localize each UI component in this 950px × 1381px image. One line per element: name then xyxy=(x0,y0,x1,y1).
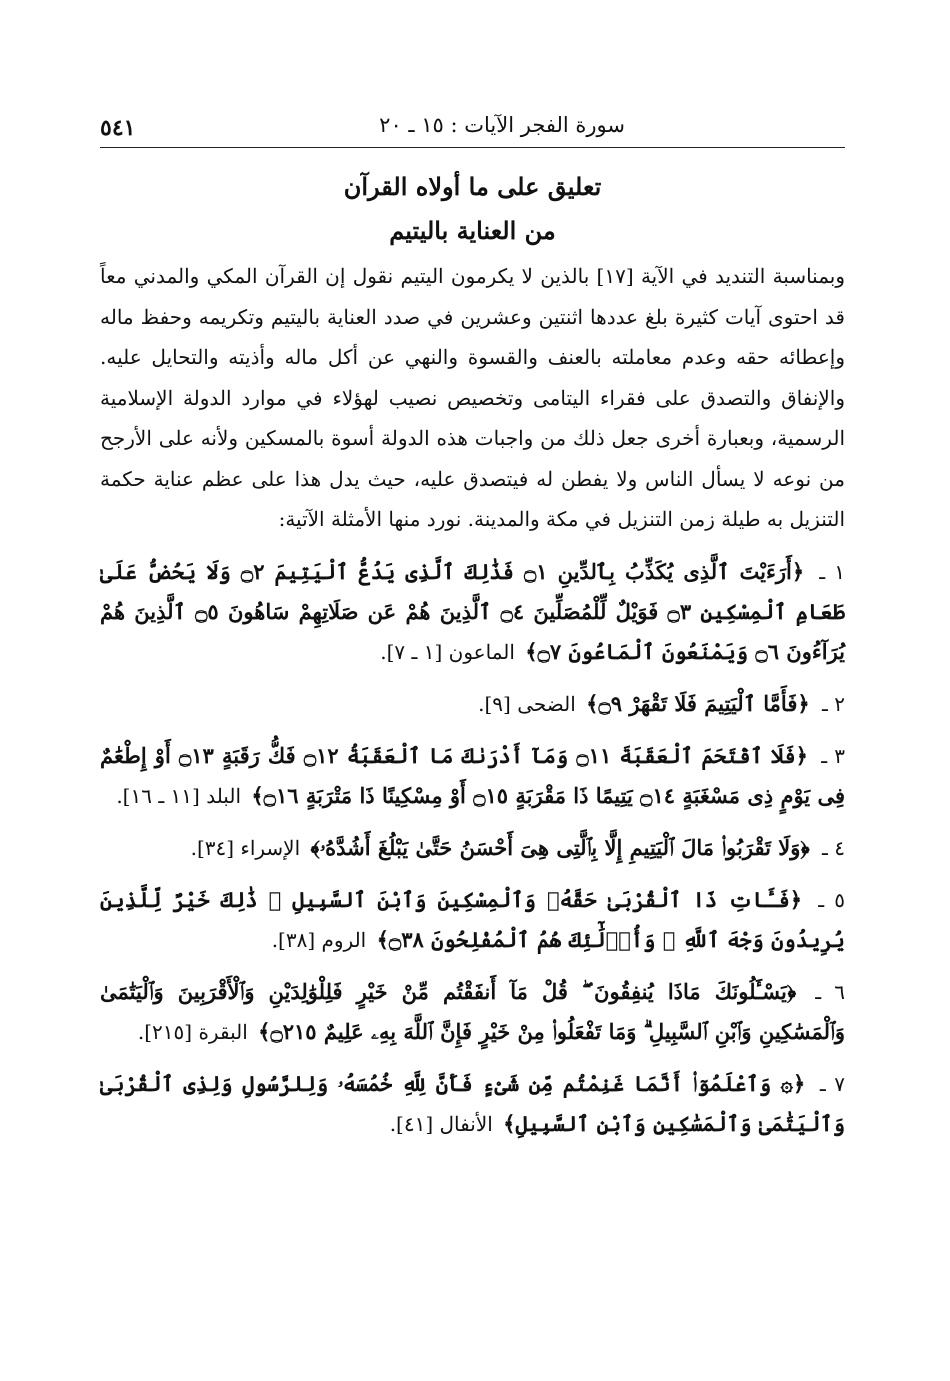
example-item xyxy=(100,828,845,868)
section-subtitle: من العناية باليتيم xyxy=(389,216,556,245)
page-number: ٥٤١ xyxy=(100,115,136,141)
example-item xyxy=(100,1064,845,1144)
example-item xyxy=(100,552,845,672)
verse-reference: البلد [١١ ـ ١٦]. xyxy=(116,783,241,808)
example-number: ٧ ـ xyxy=(819,1071,846,1096)
example-item xyxy=(100,684,845,724)
verse-reference: الضحى [٩]. xyxy=(478,691,576,716)
example-number: ٥ ـ xyxy=(818,887,845,912)
quran-verse: ﴿فَأَمَّا ٱلْيَتِيمَ فَلَا تَقْهَرْ ۝٩﴾ xyxy=(586,690,810,716)
verse-reference: الإسراء [٣٤]. xyxy=(190,835,301,860)
verse-reference: البقرة [٢١٥]. xyxy=(137,1019,248,1044)
book-page xyxy=(100,105,845,1156)
quran-verse: ﴿فَـَٔاتِ ذَا ٱلْقُرْبَىٰ حَقَّهُۥ وَٱلْمِسْكِينَ وَٱبْنَ ٱلسَّبِيلِ ۚ ذَٰلِكَ خَيْرٌ لِّلَّذِينَ يُرِيدُونَ وَجْهَ ٱللَّهِ ۖ وَأُو۟لَٰٓئِكَ هُمُ ٱلْمُفْلِحُونَ ۝٣٨﴾ xyxy=(100,886,845,952)
verse-reference: الماعون [١ ـ ٧]. xyxy=(380,639,515,664)
example-number: ٤ ـ xyxy=(822,835,845,860)
verse-reference: الروم [٣٨]. xyxy=(271,927,367,952)
running-title: سورة الفجر الآيات : ١٥ ـ ٢٠ xyxy=(379,113,625,137)
example-item xyxy=(100,736,845,816)
verse-reference: الأنفال [٤١]. xyxy=(389,1111,493,1136)
quran-verse: ﴿فَلَا ٱقْتَحَمَ ٱلْعَقَبَةَ ۝١١ وَمَآ أَدْرَىٰكَ مَا ٱلْعَقَبَةُ ۝١٢ فَكُّ رَقَبَةٍ ۝١٣ أَوْ إِطْعَٰمٌ فِى يَوْمٍ ذِى مَسْغَبَةٍ ۝١٤ يَتِيمًا ذَا مَقْرَبَةٍ ۝١٥ أَوْ مِسْكِينًا ذَا مَتْرَبَةٍ ۝١٦﴾ xyxy=(100,742,845,808)
quran-verse: ﴿أَرَءَيْتَ ٱلَّذِى يُكَذِّبُ بِٱلدِّينِ ۝١ فَذَٰلِكَ ٱلَّذِى يَدُعُّ ٱلْيَتِيمَ ۝٢ وَلَا يَحُضُّ عَلَىٰ طَعَامِ ٱلْمِسْكِينِ ۝٣ فَوَيْلٌ لِّلْمُصَلِّينَ ۝٤ ٱلَّذِينَ هُمْ عَن صَلَاتِهِمْ سَاهُونَ ۝٥ ٱلَّذِينَ هُمْ يُرَآءُونَ ۝٦ وَيَمْنَعُونَ ٱلْمَاعُونَ ۝٧﴾ xyxy=(100,558,845,664)
intro-paragraph: وبمناسبة التنديد في الآية [١٧] بالذين لا يكرمون اليتيم نقول إن القرآن المكي والمدني معاً قد احتوى آيات كثيرة بلغ عددها اثنتين وعشرين في صدد العناية باليتيم وتكريمه وحفظ ماله وإعطائه حقه وعدم معاملته بالعنف والقسوة والنهي عن أكل ماله وأذيته والتحايل عليه. والإنفاق والتصدق على فقراء اليتامى وتخصيص نصيب لهؤلاء في موارد الدولة الإسلامية الرسمية، وبعبارة أخرى جعل ذلك من واجبات هذه الدولة أسوة بالمسكين ولأنه على الأرجح من نوعه لا يسأل الناس ولا يفطن له فيتصدق عليه، حيث يدل هذا على عظم عناية حكمة التنزيل به طيلة زمن التنزيل في مكة والمدينة. نورد منها الأمثلة الآتية: xyxy=(100,264,845,531)
section-title: تعليق على ما أولاه القرآن xyxy=(343,172,602,201)
quran-verse: ﴿۞ وَٱعْلَمُوٓا۟ أَنَّمَا غَنِمْتُم مِّن شَىْءٍ فَأَنَّ لِلَّهِ خُمُسَهُۥ وَلِلرَّسُولِ وَلِذِى ٱلْقُرْبَىٰ وَٱلْيَتَٰمَىٰ وَٱلْمَسَٰكِينِ وَٱبْنِ ٱلسَّبِيلِ﴾ xyxy=(100,1070,845,1136)
example-number: ٢ ـ xyxy=(822,691,845,716)
running-header xyxy=(100,105,845,148)
example-number: ١ ـ xyxy=(819,559,846,584)
example-number: ٦ ـ xyxy=(815,979,846,1004)
example-item xyxy=(100,880,845,960)
quran-verse: ﴿وَلَا تَقْرَبُوا۟ مَالَ ٱلْيَتِيمِ إِلَّا بِٱلَّتِى هِىَ أَحْسَنُ حَتَّىٰ يَبْلُغَ أَشُدَّهُۥ﴾ xyxy=(310,834,810,860)
quran-verse: ﴿يَسْـَٔلُونَكَ مَاذَا يُنفِقُونَ ۖ قُلْ مَآ أَنفَقْتُم مِّنْ خَيْرٍ فَلِلْوَٰلِدَيْنِ وَٱلْأَقْرَبِينَ وَٱلْيَتَٰمَىٰ وَٱلْمَسَٰكِينِ وَٱبْنِ ٱلسَّبِيلِ ۗ وَمَا تَفْعَلُوا۟ مِنْ خَيْرٍ فَإِنَّ ٱللَّهَ بِهِۦ عَلِيمٌ ۝٢١٥﴾ xyxy=(100,978,845,1044)
example-number: ٣ ـ xyxy=(821,743,846,768)
examples-list xyxy=(100,552,845,1144)
example-item xyxy=(100,972,845,1052)
